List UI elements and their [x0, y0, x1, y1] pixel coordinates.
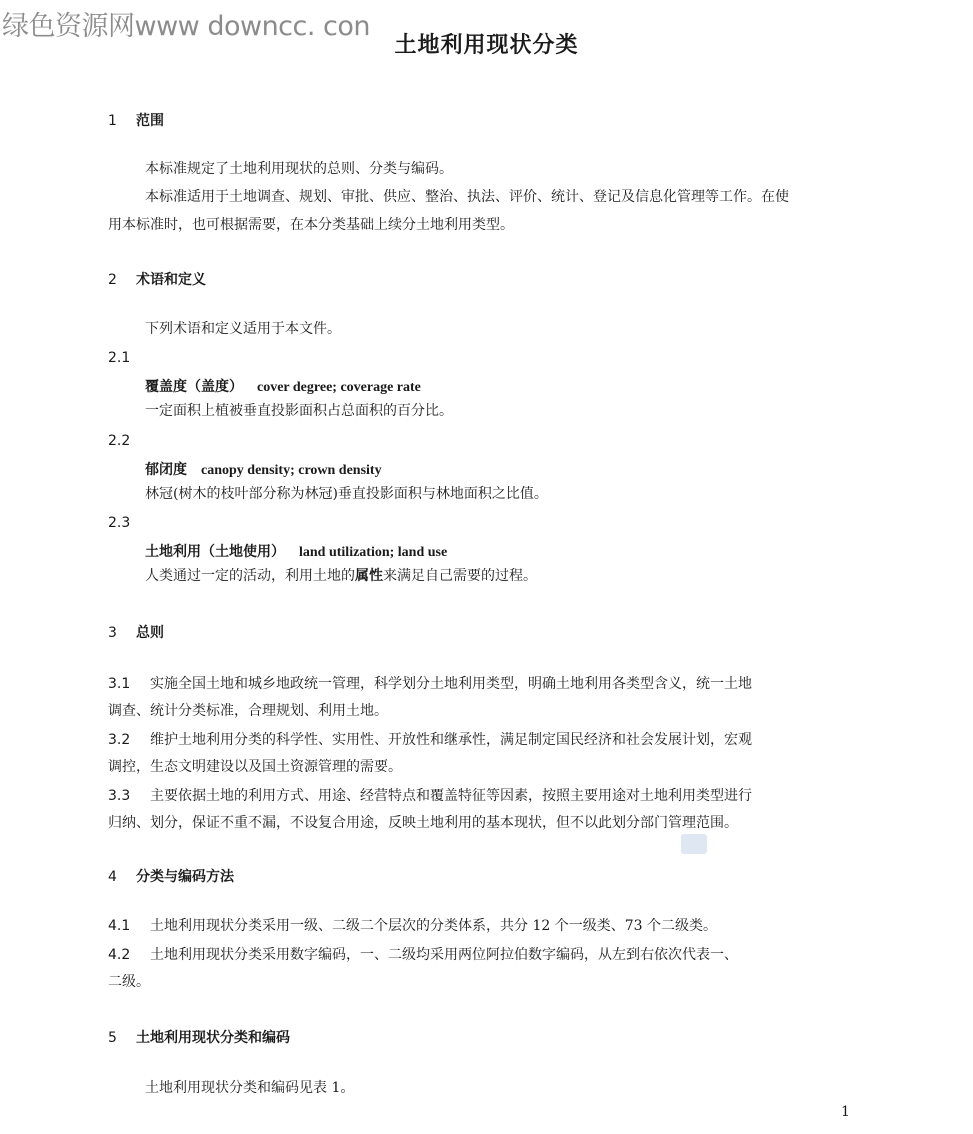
- s1-paragraph-1: 本标准规定了土地利用现状的总则、分类与编码。: [145, 161, 453, 177]
- clause-3-2-line-1: 维护土地利用分类的科学性、实用性、开放性和继承性，满足制定国民经济和社会发展计划，宏观: [150, 732, 752, 748]
- section-3-heading: [108, 622, 164, 642]
- section-number: 2: [108, 272, 117, 288]
- clause-3-3-number: 3.3: [108, 788, 131, 804]
- term-en: land utilization; land use: [299, 545, 448, 560]
- term-zh: 土地利用（土地使用）: [145, 544, 285, 560]
- term-zh: 覆盖度（盖度）: [145, 379, 243, 395]
- term-2-1: [145, 376, 421, 396]
- section-4-heading: [108, 866, 234, 886]
- s1-paragraph-2-line-1: 本标准适用于土地调查、规划、审批、供应、整治、执法、评价、统计、登记及信息化管理等工作。在使: [145, 189, 789, 205]
- clause-4-1-number: 4.1: [108, 918, 131, 934]
- clause-3-3-line-2: 归纳、划分，保证不重不漏，不设复合用途，反映土地利用的基本现状，但不以此划分部门管理范围。: [108, 815, 738, 831]
- section-number: 4: [108, 869, 117, 885]
- s5-paragraph-1: 土地利用现状分类和编码见表 1。: [145, 1080, 355, 1096]
- clause-4-2-line-2: 二级。: [108, 974, 150, 990]
- section-title: 总则: [136, 625, 164, 641]
- s1-paragraph-2-line-2: 用本标准时，也可根据需要，在本分类基础上续分土地利用类型。: [108, 217, 514, 233]
- clause-3-2-number: 3.2: [108, 732, 131, 748]
- document-title: 土地利用现状分类: [394, 33, 579, 58]
- section-title: 术语和定义: [136, 272, 206, 288]
- term-en: cover degree; coverage rate: [257, 380, 421, 395]
- s2-intro: 下列术语和定义适用于本文件。: [145, 321, 341, 337]
- clause-4-1-line-1: 土地利用现状分类采用一级、二级二个层次的分类体系，共分 12 个一级类、73 个二级类。: [150, 918, 717, 934]
- section-title: 分类与编码方法: [136, 869, 234, 885]
- section-number: 3: [108, 625, 117, 641]
- section-number: 1: [108, 113, 117, 129]
- section-number: 5: [108, 1030, 117, 1046]
- watermark-text: 绿色资源网www downcc. con: [2, 11, 371, 42]
- section-5-heading: [108, 1027, 290, 1047]
- section-title: 范围: [136, 113, 164, 129]
- clause-3-2-line-2: 调控，生态文明建设以及国土资源管理的需要。: [108, 759, 402, 775]
- term-2-3-definition: 人类通过一定的活动，利用土地的属性来满足自己需要的过程。: [145, 568, 537, 584]
- clause-3-1-line-2: 调查、统计分类标准，合理规划、利用土地。: [108, 703, 388, 719]
- section-2-heading: [108, 269, 206, 289]
- term-zh: 郁闭度: [145, 462, 187, 478]
- section-title: 土地利用现状分类和编码: [136, 1030, 290, 1046]
- term-en: canopy density; crown density: [201, 463, 382, 478]
- term-2-3: [145, 541, 447, 561]
- scan-artifact: [681, 834, 707, 854]
- page-number: 1: [841, 1104, 850, 1120]
- clause-3-1-line-1: 实施全国土地和城乡地政统一管理，科学划分土地利用类型，明确土地利用各类型含义，统一土地: [150, 676, 752, 692]
- term-2-3-number: 2.3: [108, 515, 131, 531]
- term-2-1-definition: 一定面积上植被垂直投影面积占总面积的百分比。: [145, 403, 453, 419]
- term-2-2: [145, 459, 382, 479]
- clause-4-2-number: 4.2: [108, 947, 131, 963]
- section-1-heading: [108, 110, 164, 130]
- term-2-1-number: 2.1: [108, 350, 131, 366]
- term-2-2-definition: 林冠(树木的枝叶部分称为林冠)垂直投影面积与林地面积之比值。: [145, 486, 548, 502]
- term-2-2-number: 2.2: [108, 433, 131, 449]
- clause-3-3-line-1: 主要依据土地的利用方式、用途、经营特点和覆盖特征等因素，按照主要用途对土地利用类型进行: [150, 788, 752, 804]
- clause-3-1-number: 3.1: [108, 676, 131, 692]
- clause-4-2-line-1: 土地利用现状分类采用数字编码，一、二级均采用两位阿拉伯数字编码，从左到右依次代表一、: [150, 947, 738, 963]
